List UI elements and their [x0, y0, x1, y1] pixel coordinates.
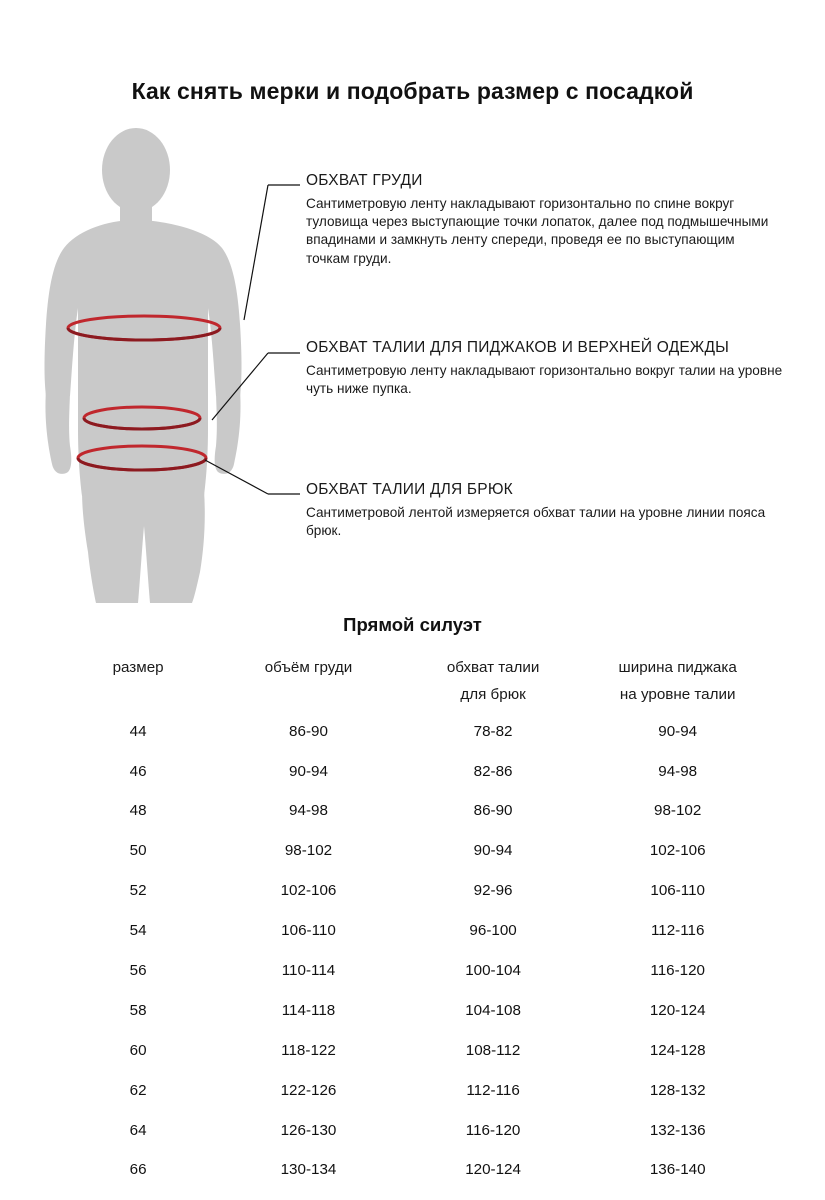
cell-chest: 118-122 [281, 1041, 336, 1059]
cell-waist-trousers: 90-94 [473, 842, 513, 860]
table-row [60, 791, 770, 831]
cell-chest: 122-126 [280, 1081, 337, 1099]
cell-waist-trousers: 112-116 [466, 1081, 520, 1099]
column-header-chest: объём груди [264, 659, 353, 676]
cell-jacket-width: 98-102 [654, 802, 702, 820]
table-row [60, 950, 770, 990]
cell-jacket-width: 102-106 [649, 842, 706, 860]
table-row [60, 1070, 770, 1110]
body-measurement-figure [18, 128, 308, 603]
table-row [60, 990, 770, 1030]
cell-waist-trousers: 82-86 [473, 762, 513, 780]
table-row [60, 911, 770, 951]
annotation-waist-trousers [306, 481, 786, 540]
cell-size: 46 [129, 762, 147, 780]
page-title: Как снять мерки и подобрать размер с посадкой [131, 78, 694, 104]
annotation-waist-trousers-title: ОБХВАТ ТАЛИИ ДЛЯ БРЮК [306, 481, 513, 498]
cell-size: 50 [129, 842, 147, 860]
cell-waist-trousers: 96-100 [469, 922, 517, 940]
cell-waist-trousers: 100-104 [465, 961, 521, 979]
male-body-silhouette [45, 128, 242, 603]
cell-jacket-width: 124-128 [649, 1041, 706, 1059]
annotation-waist-jacket [306, 339, 806, 398]
column-header-waist-trousers: обхват талии для брюк [446, 659, 540, 704]
size-table [60, 660, 770, 1190]
size-table-title: Прямой силуэт [343, 614, 482, 635]
table-row [60, 751, 770, 791]
cell-jacket-width: 116-120 [650, 961, 705, 979]
cell-waist-trousers: 120-124 [465, 1161, 521, 1179]
cell-size: 58 [129, 1001, 147, 1019]
cell-waist-trousers: 78-82 [473, 722, 513, 740]
cell-size: 44 [129, 722, 147, 740]
cell-chest: 130-134 [280, 1161, 337, 1179]
cell-jacket-width: 132-136 [649, 1121, 706, 1139]
annotation-chest-body: Сантиметровую ленту накладывают горизонтально по спине вокруг туловища через выступающие точки лопаток, далее под подмышечными впадинами и замкнуть ленту спереди, проведя ее по выступающим точкам груди. [306, 196, 769, 266]
cell-size: 66 [129, 1161, 147, 1179]
cell-jacket-width: 120-124 [649, 1001, 706, 1019]
cell-size: 48 [129, 802, 147, 820]
table-row [60, 1150, 770, 1190]
cell-chest: 94-98 [289, 802, 328, 820]
cell-waist-trousers: 86-90 [473, 802, 513, 820]
annotation-waist-jacket-body: Сантиметровую ленту накладывают горизонтально вокруг талии на уровне чуть ниже пупка. [306, 363, 783, 397]
cell-size: 54 [129, 922, 147, 940]
cell-chest: 86-90 [289, 722, 328, 740]
table-row [60, 1110, 770, 1150]
table-row [60, 1030, 770, 1070]
cell-jacket-width: 136-140 [649, 1161, 706, 1179]
annotation-chest-title: ОБХВАТ ГРУДИ [306, 172, 423, 189]
cell-size: 60 [129, 1041, 147, 1059]
table-row [60, 711, 770, 751]
table-row [60, 871, 770, 911]
cell-jacket-width: 94-98 [658, 762, 698, 780]
cell-chest: 102-106 [280, 882, 337, 900]
cell-waist-trousers: 104-108 [465, 1001, 521, 1019]
column-header-size: размер [112, 659, 164, 676]
cell-size: 64 [129, 1121, 147, 1139]
cell-waist-trousers: 108-112 [465, 1041, 521, 1059]
cell-jacket-width: 112-116 [650, 922, 705, 940]
cell-size: 52 [129, 882, 147, 900]
cell-waist-trousers: 92-96 [473, 882, 513, 900]
cell-chest: 90-94 [289, 762, 328, 780]
annotation-waist-trousers-body: Сантиметровой лентой измеряется обхват талии на уровне линии пояса брюк. [306, 505, 766, 539]
cell-chest: 106-110 [281, 922, 336, 940]
cell-chest: 126-130 [280, 1121, 337, 1139]
cell-jacket-width: 128-132 [649, 1081, 706, 1099]
cell-size: 62 [129, 1081, 147, 1099]
annotation-waist-jacket-title: ОБХВАТ ТАЛИИ ДЛЯ ПИДЖАКОВ И ВЕРХНЕЙ ОДЕЖДЫ [306, 339, 730, 356]
cell-chest: 98-102 [284, 842, 333, 860]
table-header-row [60, 660, 770, 711]
cell-size: 56 [129, 961, 147, 979]
cell-chest: 114-118 [281, 1001, 336, 1019]
cell-chest: 110-114 [281, 961, 336, 979]
table-row [60, 831, 770, 871]
column-header-jacket-width: ширина пиджака на уровне талии [618, 659, 737, 704]
cell-jacket-width: 106-110 [650, 882, 705, 900]
cell-jacket-width: 90-94 [658, 722, 698, 740]
cell-waist-trousers: 116-120 [465, 1121, 521, 1139]
annotation-chest [306, 172, 776, 268]
